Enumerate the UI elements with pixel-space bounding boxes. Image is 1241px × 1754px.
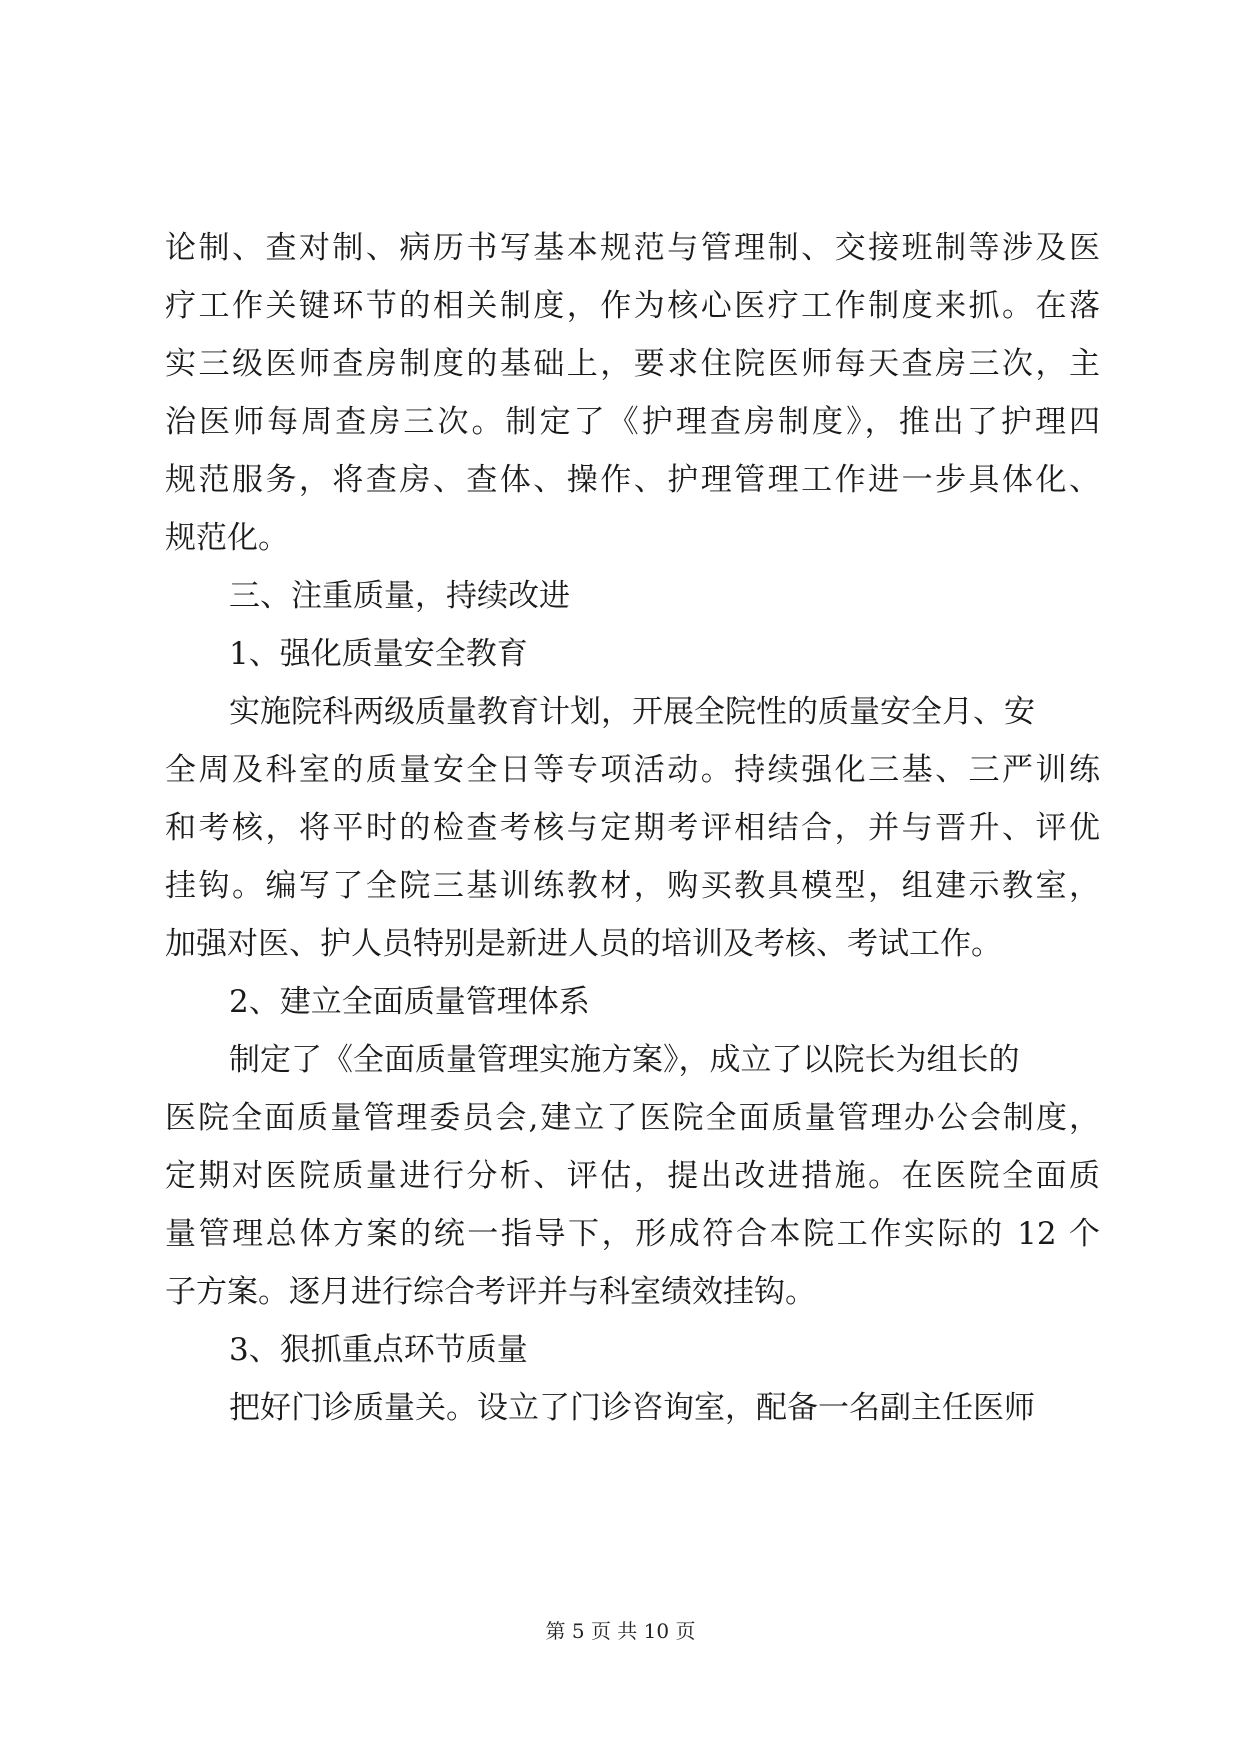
paragraph-last-line: 加强对医、护人员特别是新进人员的培训及考核、考试工作。 <box>165 926 1002 962</box>
paragraph-line: 全周及科室的质量安全日等专项活动。持续强化三基、三严训练 <box>165 752 1100 788</box>
paragraph-first-line: 把好门诊质量关。设立了门诊咨询室，配备一名副主任医师 <box>229 1390 1035 1426</box>
paragraph-line: 医院全面质量管理委员会,建立了医院全面质量管理办公会制度， <box>165 1100 1100 1136</box>
paragraph-last-line: 规范化。 <box>165 520 289 556</box>
subsection-heading: 2、建立全面质量管理体系 <box>229 984 590 1020</box>
paragraph-line: 和考核，将平时的检查考核与定期考评相结合，并与晋升、评优 <box>165 810 1100 846</box>
paragraph-first-line: 实施院科两级质量教育计划，开展全院性的质量安全月、安 <box>229 694 1035 730</box>
paragraph-line: 疗工作关键环节的相关制度，作为核心医疗工作制度来抓。在落 <box>165 288 1100 324</box>
paragraph-line: 实三级医师查房制度的基础上，要求住院医师每天查房三次，主 <box>165 346 1100 382</box>
subsection-heading: 1、强化质量安全教育 <box>229 636 528 672</box>
paragraph-line: 量管理总体方案的统一指导下，形成符合本院工作实际的 12 个 <box>165 1216 1100 1252</box>
paragraph-line: 规范服务，将查房、查体、操作、护理管理工作进一步具体化、 <box>165 462 1100 498</box>
paragraph-line: 论制、查对制、病历书写基本规范与管理制、交接班制等涉及医 <box>165 230 1100 266</box>
section-heading: 三、注重质量，持续改进 <box>229 578 570 614</box>
subsection-heading: 3、狠抓重点环节质量 <box>229 1332 528 1368</box>
paragraph-line: 治医师每周查房三次。制定了《护理查房制度》，推出了护理四 <box>165 404 1100 440</box>
paragraph-first-line: 制定了《全面质量管理实施方案》，成立了以院长为组长的 <box>229 1042 1020 1078</box>
paragraph-line: 挂钩。编写了全院三基训练教材，购买教具模型，组建示教室， <box>165 868 1100 904</box>
paragraph-line: 定期对医院质量进行分析、评估，提出改进措施。在医院全面质 <box>165 1158 1100 1194</box>
page-number-footer: 第 5 页 共 10 页 <box>545 1619 696 1643</box>
paragraph-last-line: 子方案。逐月进行综合考评并与科室绩效挂钩。 <box>165 1274 816 1310</box>
